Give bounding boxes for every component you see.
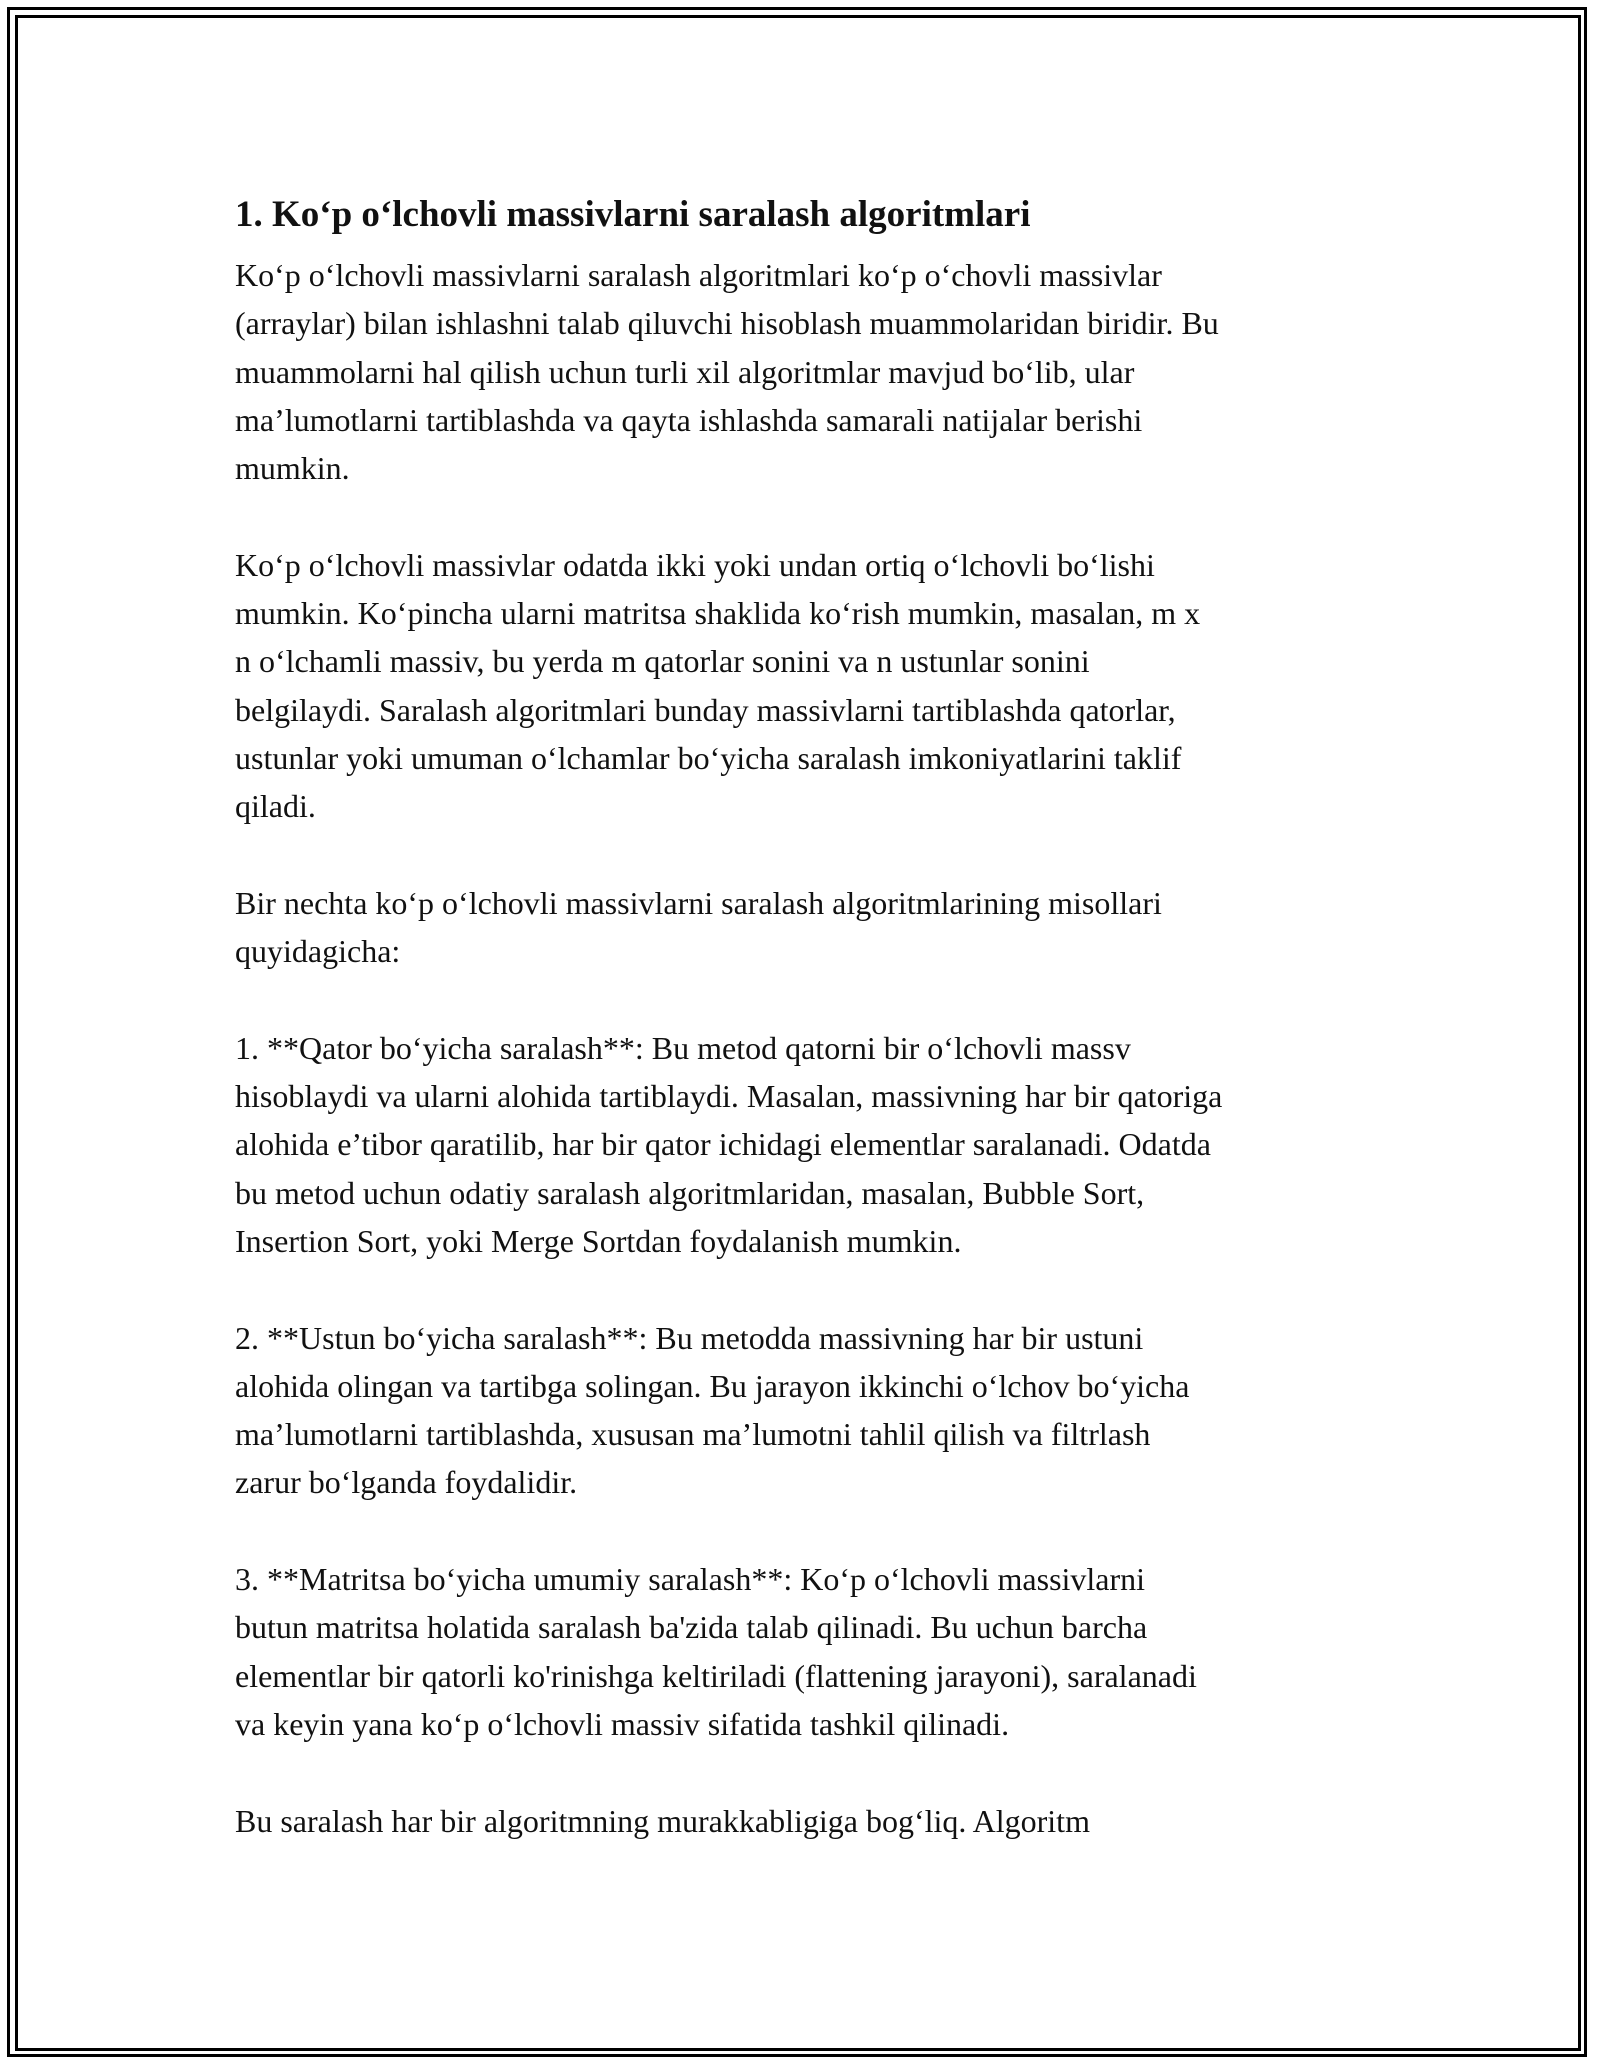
text-line: hisoblaydi va ularni alohida tartiblaydi. Masalan, massivning har bir qatoriga (235, 1078, 1223, 1115)
paragraph-dimensions (235, 541, 1375, 831)
text-line: qiladi. (235, 788, 316, 825)
text-line: 2. **Ustun bo‘yicha saralash**: Bu metodda massivning har bir ustuni (235, 1319, 1144, 1356)
text-line: butun matritsa holatida saralash ba'zida talab qilinadi. Bu uchun barcha (235, 1609, 1148, 1646)
text-line: belgilaydi. Saralash algoritmlari bunday massivlarni tartiblashda qatorlar, (235, 691, 1176, 728)
text-line: Ko‘p o‘lchovli massivlar odatda ikki yoki undan ortiq o‘lchovli bo‘lishi (235, 546, 1155, 583)
text-line: va keyin yana ko‘p o‘lchovli massiv sifatida tashkil qilinadi. (235, 1705, 1010, 1742)
text-line: ustunlar yoki umuman o‘lchamlar bo‘yicha saralash imkoniyatlarini taklif (235, 739, 1182, 776)
paragraph-column-sorting (235, 1314, 1375, 1507)
text-line: Bu saralash har bir algoritmning murakkabligiga bog‘liq. Algoritm (235, 1802, 1090, 1839)
paragraph-matrix-sorting (235, 1555, 1375, 1748)
text-line: ma’lumotlarni tartiblashda va qayta ishlashda samarali natijalar berishi (235, 401, 1143, 438)
paragraph-complexity (235, 1797, 1375, 1845)
paragraph-examples-intro (235, 879, 1375, 976)
text-line: 1. **Qator bo‘yicha saralash**: Bu metod qatorni bir o‘lchovli massv (235, 1029, 1131, 1066)
text-line: muammolarni hal qilish uchun turli xil algoritmlar mavjud bo‘lib, ular (235, 353, 1135, 390)
text-line: zarur bo‘lganda foydalidir. (235, 1464, 578, 1501)
text-line: Insertion Sort, yoki Merge Sortdan foydalanish mumkin. (235, 1222, 962, 1259)
text-line: quyidagicha: (235, 933, 401, 970)
text-line: mumkin. Ko‘pincha ularni matritsa shaklida ko‘rish mumkin, masalan, m x (235, 595, 1201, 632)
text-line: elementlar bir qatorli ko'rinishga keltiriladi (flattening jarayoni), saralanadi (235, 1657, 1197, 1694)
text-line: n o‘lchamli massiv, bu yerda m qatorlar sonini va n ustunlar sonini (235, 643, 1090, 680)
section-heading: 1. Ko‘p o‘lchovli massivlarni saralash algoritmlari (235, 194, 1031, 235)
text-line: alohida olingan va tartibga solingan. Bu jarayon ikkinchi o‘lchov bo‘yicha (235, 1367, 1190, 1404)
text-line: bu metod uchun odatiy saralash algoritmlaridan, masalan, Bubble Sort, (235, 1174, 1145, 1211)
paragraph-row-sorting (235, 1024, 1375, 1265)
paragraph-intro (235, 251, 1375, 492)
text-line: alohida e’tibor qaratilib, har bir qator ichidagi elementlar saralanadi. Odatda (235, 1126, 1211, 1163)
text-line: Ko‘p o‘lchovli massivlarni saralash algoritmlari ko‘p o‘chovli massivlar (235, 257, 1162, 293)
text-line: 3. **Matritsa bo‘yicha umumiy saralash**: Ko‘p o‘lchovli massivlarni (235, 1561, 1146, 1598)
document-body (235, 187, 1375, 1893)
text-line: ma’lumotlarni tartiblashda, xususan ma’lumotni tahlil qilish va filtrlash (235, 1416, 1151, 1453)
text-line: mumkin. (235, 450, 350, 487)
text-line: Bir nechta ko‘p o‘lchovli massivlarni saralash algoritmlarining misollari (235, 884, 1162, 921)
text-line: (arraylar) bilan ishlashni talab qiluvchi hisoblash muammolaridan biridir. Bu (235, 305, 1219, 342)
